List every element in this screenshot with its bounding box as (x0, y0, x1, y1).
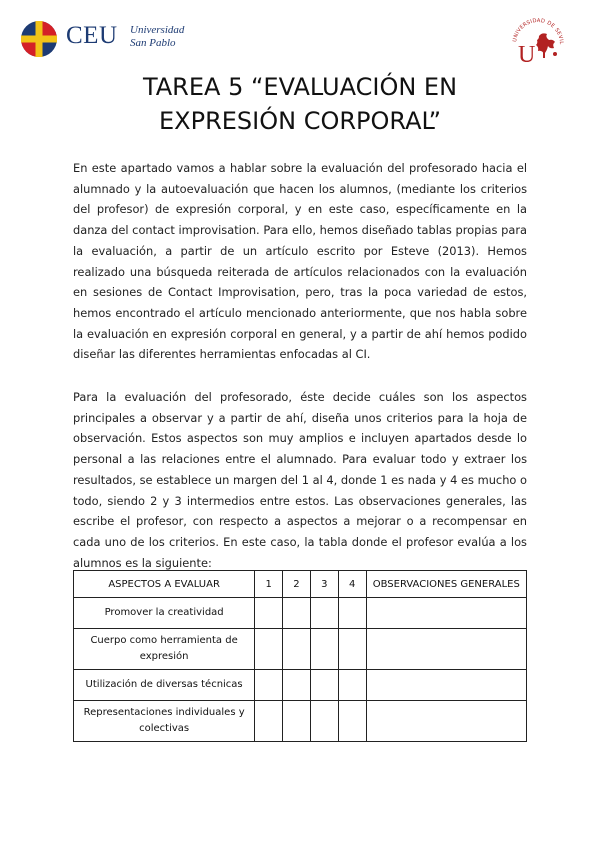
ceu-university-line2: San Pablo (130, 37, 176, 49)
title-line-2: EXPRESIÓN CORPORAL” (158, 107, 441, 135)
paragraph-intro: En este apartado vamos a hablar sobre la evaluación del profesorado hacia el alumnado y la autoevaluación que hacen los alumnos, (mediante los criterios del profesor) de expresión corporal, y en este caso, específicamente en la danza del contact improvisation. Para ello, hemos diseñado tablas propias para la evaluación, a partir de un artículo escrito por Esteve (2013). Hemos realizado una búsqueda reiterada de artículos relacionados con la evaluación en sesiones de Contact Improvisation, pero, tras la poca variedad de estos, hemos encontrado el artículo mencionado anteriormente, que nos habla sobre la evaluación en expresión corporal en general, y a partir de ahí hemos podido diseñar las diferentes herramientas enfocadas al CI. (73, 161, 527, 362)
page-header (0, 0, 600, 70)
row-label (74, 598, 255, 629)
score-cell[interactable] (310, 598, 338, 629)
observations-cell[interactable] (366, 598, 526, 629)
svg-text:U: U (518, 42, 536, 68)
score-cell[interactable] (310, 629, 338, 670)
score-cell[interactable] (283, 598, 311, 629)
score-cell[interactable] (310, 701, 338, 742)
table-row (74, 598, 527, 629)
title-line-1: TAREA 5 “EVALUACIÓN EN (142, 73, 458, 101)
evaluation-table (73, 570, 527, 742)
row-label-line: colectivas (139, 723, 190, 734)
ceu-logo-icon (20, 20, 58, 58)
header-score-3: 3 (310, 571, 338, 598)
observations-cell[interactable] (366, 701, 526, 742)
header-aspects: ASPECTOS A EVALUAR (74, 571, 255, 598)
row-label-line: Promover la creatividad (104, 607, 224, 618)
score-cell[interactable] (255, 701, 283, 742)
score-cell[interactable] (255, 598, 283, 629)
page-title (60, 70, 540, 138)
score-cell[interactable] (283, 701, 311, 742)
table-row (74, 701, 527, 742)
table-header-row (74, 571, 527, 598)
observations-cell[interactable] (366, 670, 526, 701)
row-label (74, 629, 255, 670)
score-cell[interactable] (338, 629, 366, 670)
header-score-1: 1 (255, 571, 283, 598)
score-cell[interactable] (255, 670, 283, 701)
ceu-brand: CEU (66, 22, 118, 49)
row-label-line: expresión (139, 651, 189, 662)
row-label-line: Representaciones individuales y (83, 707, 245, 718)
university-seville-seal-icon (506, 10, 570, 68)
score-cell[interactable] (255, 629, 283, 670)
seal-text: UNIVERSIDAD DE SEVIL (512, 17, 565, 45)
row-label (74, 701, 255, 742)
header-score-4: 4 (338, 571, 366, 598)
row-label-line: Utilización de diversas técnicas (85, 679, 243, 690)
score-cell[interactable] (283, 670, 311, 701)
table-row (74, 670, 527, 701)
table-row (74, 629, 527, 670)
svg-text:UNIVERSIDAD DE SEVILLA (506, 10, 564, 45)
paragraph-evaluation: Para la evaluación del profesorado, éste decide cuáles son los aspectos principales a observar y a partir de ahí, diseña unos criterios para la hoja de observación. Estos aspectos son muy amplios e incluyen apartados desde lo personal a las relaciones entre el alumnado. Para evaluar todo y extraer los resultados, se establece un margen del 1 al 4, donde 1 es nada y 4 es mucho o todo, siendo 2 y 3 intermedios entre estos. Las observaciones generales, las escribe el profesor, con respecto a aspectos a mejorar o a recompensar en cada uno de los criterios. En este caso, la tabla donde el profesor evalúa a los alumnos es la siguiente: (73, 390, 527, 570)
row-label-line: Cuerpo como herramienta de (90, 635, 238, 646)
ceu-university-name (130, 24, 184, 50)
header-observations: OBSERVACIONES GENERALES (366, 571, 526, 598)
score-cell[interactable] (283, 629, 311, 670)
score-cell[interactable] (338, 598, 366, 629)
ceu-university-line1: Universidad (130, 24, 185, 36)
score-cell[interactable] (310, 670, 338, 701)
score-cell[interactable] (338, 701, 366, 742)
score-cell[interactable] (338, 670, 366, 701)
row-label (74, 670, 255, 701)
observations-cell[interactable] (366, 629, 526, 670)
header-score-2: 2 (283, 571, 311, 598)
